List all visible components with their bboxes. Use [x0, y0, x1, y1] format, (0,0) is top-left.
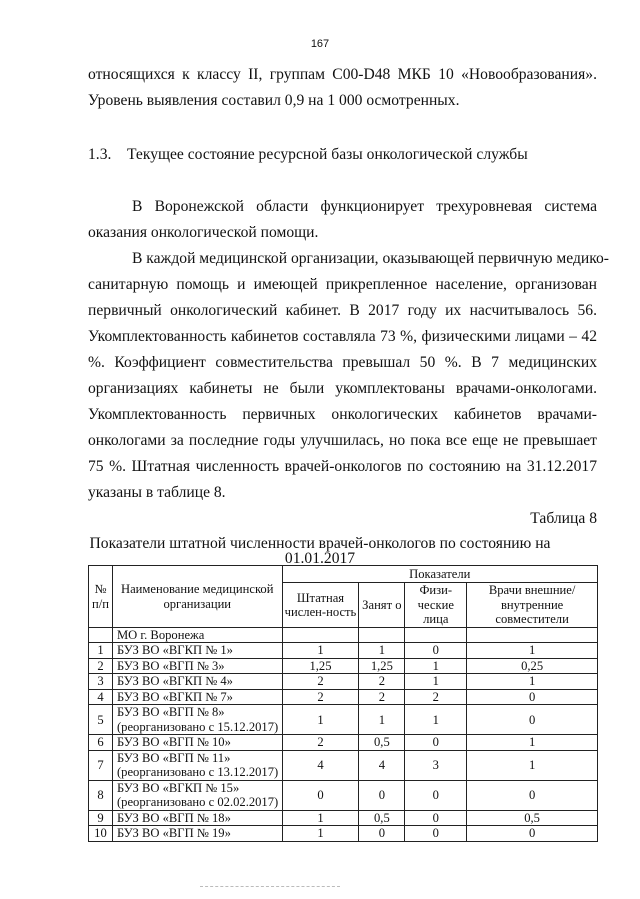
row-name — [112, 705, 282, 735]
row-name — [112, 658, 282, 673]
row-occupied: 4 — [359, 750, 405, 780]
row-physical: 0 — [405, 780, 467, 810]
row-external: 0 — [467, 705, 598, 735]
header-staff: Штатная числен-ность — [282, 583, 359, 628]
org-name: БУЗ ВО «ВГП № 10» — [116, 735, 231, 750]
footer-rule — [200, 886, 340, 887]
row-staff: 0 — [282, 780, 359, 810]
row-name — [112, 689, 282, 704]
row-name — [112, 810, 282, 825]
row-external: 1 — [467, 750, 598, 780]
body-line-7: первичный онкологический кабинет. В 2017 году их насчитывалось 56. — [88, 302, 597, 319]
row-physical: 3 — [405, 750, 467, 780]
table-row — [89, 735, 598, 750]
header-physical: Физи-ческие лица — [405, 583, 467, 628]
row-occupied: 0,5 — [359, 735, 405, 750]
table-row — [89, 810, 598, 825]
row-external: 0,25 — [467, 658, 598, 673]
org-reorg-note: (реорганизовано с 13.12.2017) — [116, 765, 279, 780]
body-line-14: указаны в таблице 8. — [88, 484, 226, 501]
row-staff: 2 — [282, 735, 359, 750]
table-row — [89, 689, 598, 704]
table-label: Таблица 8 — [530, 510, 597, 527]
row-external: 0 — [467, 826, 598, 841]
org-name: БУЗ ВО «ВГКП № 15» — [116, 780, 240, 795]
row-external: 1 — [467, 735, 598, 750]
row-num: 7 — [89, 750, 113, 780]
table-title-line-2: 01.01.2017 — [284, 550, 356, 567]
row-occupied: 0,5 — [359, 810, 405, 825]
header-external: Врачи внешние/ внутренние совместители — [467, 583, 598, 628]
org-name: БУЗ ВО «ВГП № 3» — [116, 658, 225, 673]
table-row — [89, 750, 598, 780]
table-row — [89, 643, 598, 658]
row-name — [112, 750, 282, 780]
row-occupied: 0 — [359, 780, 405, 810]
page-number: 167 — [310, 38, 330, 50]
row-staff: 4 — [282, 750, 359, 780]
row-physical: 0 — [405, 643, 467, 658]
row-staff: 1 — [282, 643, 359, 658]
row-external: 0 — [467, 689, 598, 704]
row-physical: 1 — [405, 658, 467, 673]
row-occupied: 1,25 — [359, 658, 405, 673]
row-num: 8 — [89, 780, 113, 810]
row-external: 0 — [467, 780, 598, 810]
row-physical: 2 — [405, 689, 467, 704]
table-row — [89, 674, 598, 689]
row-occupied: 1 — [359, 705, 405, 735]
row-external: 1 — [467, 643, 598, 658]
body-line-2: Уровень выявления составил 0,9 на 1 000 осмотренных. — [88, 92, 460, 109]
org-name: БУЗ ВО «ВГП № 11» — [116, 750, 231, 765]
header-name: Наименование медицинской организации — [112, 566, 282, 628]
table-row — [89, 705, 598, 735]
row-external: 1 — [467, 674, 598, 689]
row-physical: 1 — [405, 705, 467, 735]
table-row — [89, 780, 598, 810]
row-num: 4 — [89, 689, 113, 704]
table-row — [89, 826, 598, 841]
body-line-13: 75 %. Штатная численность врачей-онкологов по состоянию на 31.12.2017 — [88, 458, 597, 475]
table-title-line-1: Показатели штатной численности врачей-онкологов по состоянию на — [89, 535, 551, 552]
org-name: БУЗ ВО «ВГКП № 1» — [116, 643, 233, 658]
row-staff: 1 — [282, 705, 359, 735]
row-name — [112, 826, 282, 841]
body-line-1: относящихся к классу II, группам C00-D48 МКБ 10 «Новообразования». — [88, 66, 597, 83]
header-num: № п/п — [89, 566, 113, 628]
org-name: БУЗ ВО «ВГП № 19» — [116, 826, 231, 841]
body-line-11: Укомплектованность первичных онкологических кабинетов врачами- — [88, 406, 597, 423]
row-physical: 0 — [405, 735, 467, 750]
org-reorg-note: (реорганизовано с 15.12.2017) — [116, 719, 279, 734]
row-occupied: 2 — [359, 674, 405, 689]
org-name: БУЗ ВО «ВГП № 18» — [116, 810, 231, 825]
body-line-12: онкологами за последние годы улучшилась, но пока все еще не превышает — [88, 432, 597, 449]
group-num-cell — [89, 628, 113, 643]
row-external: 0,5 — [467, 810, 598, 825]
org-name: БУЗ ВО «ВГКП № 7» — [116, 689, 233, 704]
org-name: БУЗ ВО «ВГКП № 4» — [116, 674, 233, 689]
row-name — [112, 780, 282, 810]
row-num: 2 — [89, 658, 113, 673]
row-physical: 0 — [405, 826, 467, 841]
row-staff: 1 — [282, 826, 359, 841]
body-line-5: В каждой медицинской организации, оказывающей первичную медико- — [132, 250, 610, 267]
row-physical: 1 — [405, 674, 467, 689]
row-staff: 1,25 — [282, 658, 359, 673]
row-num: 3 — [89, 674, 113, 689]
row-num: 6 — [89, 735, 113, 750]
row-physical: 0 — [405, 810, 467, 825]
row-name — [112, 674, 282, 689]
header-indicators: Показатели — [282, 566, 597, 583]
row-occupied: 2 — [359, 689, 405, 704]
row-staff: 2 — [282, 674, 359, 689]
row-num: 5 — [89, 705, 113, 735]
group-title: МО г. Воронежа — [112, 628, 282, 643]
row-staff: 1 — [282, 810, 359, 825]
body-line-6: санитарную помощь и имеющей прикрепленное население, организован — [88, 276, 597, 293]
body-line-8: Укомплектованность кабинетов составляла 73 %, физическими лицами – 42 — [88, 328, 597, 345]
row-occupied: 1 — [359, 643, 405, 658]
table-row — [89, 658, 598, 673]
org-reorg-note: (реорганизовано с 02.02.2017) — [116, 795, 279, 810]
row-name — [112, 735, 282, 750]
staffing-table — [88, 565, 598, 842]
body-line-4: оказания онкологической помощи. — [88, 224, 319, 241]
row-occupied: 0 — [359, 826, 405, 841]
row-num: 10 — [89, 826, 113, 841]
body-line-9: %. Коэффициент совместительства превышал 50 %. В 7 медицинских — [88, 354, 597, 371]
header-occupied: Занят о — [359, 583, 405, 628]
row-num: 9 — [89, 810, 113, 825]
row-name — [112, 643, 282, 658]
org-name: БУЗ ВО «ВГП № 8» — [116, 705, 225, 720]
table-rows — [89, 643, 598, 841]
body-line-3: В Воронежской области функционирует трехуровневая система — [132, 198, 597, 215]
section-heading: 1.3. Текущее состояние ресурсной базы онкологической службы — [88, 146, 528, 163]
row-num: 1 — [89, 643, 113, 658]
body-line-10: организациях кабинеты не были укомплектованы врачами-онкологами. — [88, 380, 597, 397]
row-staff: 2 — [282, 689, 359, 704]
